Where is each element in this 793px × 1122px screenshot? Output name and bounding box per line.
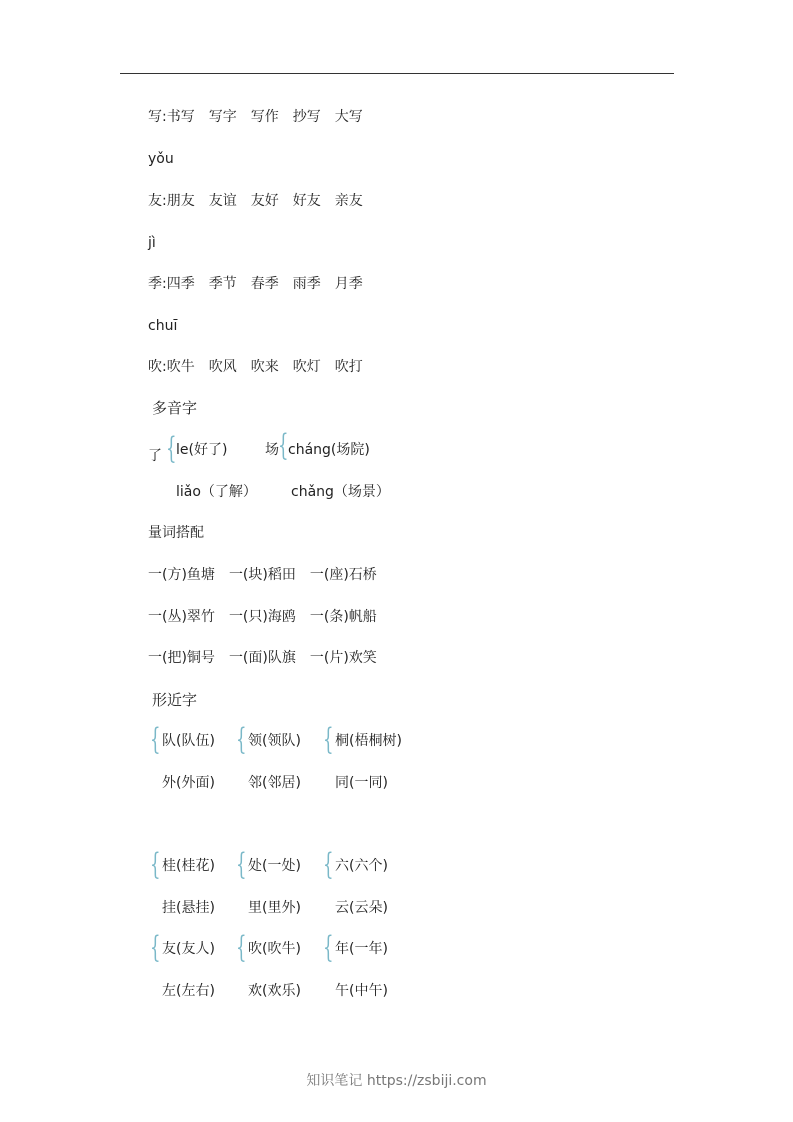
top-rule xyxy=(120,73,674,74)
vocab-line xyxy=(148,357,363,377)
word: 写:书写 xyxy=(148,109,195,125)
brace-icon: { xyxy=(278,428,289,463)
section-heading-similar: 形近字 xyxy=(152,691,198,709)
similar-char: 年(一年) xyxy=(335,941,388,957)
word: 季:四季 xyxy=(148,276,195,292)
polyphone-reading: cháng(场院) xyxy=(288,442,370,458)
brace-icon: { xyxy=(150,847,161,882)
word: 大写 xyxy=(334,109,363,125)
polyphone-reading: liǎo（了解） xyxy=(176,484,257,500)
polyphone-char: 场 xyxy=(265,442,279,458)
measure-row xyxy=(148,607,377,627)
measure-item: 一(块)稻田 xyxy=(228,567,296,583)
brace-icon: { xyxy=(150,722,161,757)
brace-icon: { xyxy=(236,930,247,965)
pinyin-line xyxy=(148,233,156,253)
word: 友好 xyxy=(250,193,279,209)
section-heading-polyphone: 多音字 xyxy=(152,399,198,417)
brace-icon: { xyxy=(236,847,247,882)
similar-char: 队(队伍) xyxy=(162,733,215,749)
measure-item: 一(条)帆船 xyxy=(309,609,377,625)
pinyin: chuī xyxy=(148,318,178,334)
section-heading-measure: 量词搭配 xyxy=(148,525,204,541)
measure-row xyxy=(148,648,377,668)
similar-char: 处(一处) xyxy=(248,858,301,874)
similar-char: 领(领队) xyxy=(248,733,301,749)
similar-char: 六(六个) xyxy=(335,858,388,874)
brace-icon: { xyxy=(323,930,334,965)
vocab-line xyxy=(148,274,363,294)
pinyin: jì xyxy=(148,235,156,251)
word: 吹风 xyxy=(208,359,237,375)
word: 写字 xyxy=(208,109,237,125)
word: 吹:吹牛 xyxy=(148,359,195,375)
word: 吹打 xyxy=(334,359,363,375)
vocab-line xyxy=(148,191,363,211)
word: 季节 xyxy=(208,276,237,292)
similar-char: 左(左右) xyxy=(162,983,215,999)
brace-icon: { xyxy=(166,431,177,466)
word: 好友 xyxy=(292,193,321,209)
brace-icon: { xyxy=(236,722,247,757)
brace-icon: { xyxy=(323,847,334,882)
similar-char: 桂(桂花) xyxy=(162,858,215,874)
similar-char: 友(友人) xyxy=(162,941,215,957)
measure-item: 一(丛)翠竹 xyxy=(148,609,215,625)
word: 亲友 xyxy=(334,193,363,209)
similar-char: 桐(梧桐树) xyxy=(335,733,402,749)
similar-char: 外(外面) xyxy=(162,775,215,791)
word: 友谊 xyxy=(208,193,237,209)
pinyin-line xyxy=(148,316,177,336)
polyphone-reading: chǎng（场景） xyxy=(291,484,390,500)
word: 吹灯 xyxy=(292,359,321,375)
similar-char: 里(里外) xyxy=(248,900,301,916)
word: 吹来 xyxy=(250,359,279,375)
polyphone-char: 了 xyxy=(148,448,162,464)
brace-icon: { xyxy=(150,930,161,965)
word: 写作 xyxy=(250,109,279,125)
measure-item: 一(只)海鸥 xyxy=(228,609,296,625)
pinyin: yǒu xyxy=(148,151,174,167)
vocab-line xyxy=(148,107,363,127)
pinyin-line xyxy=(148,149,174,169)
measure-item: 一(面)队旗 xyxy=(228,650,296,666)
measure-item: 一(方)鱼塘 xyxy=(148,567,215,583)
footer-watermark: 知识笔记 https://zsbiji.com xyxy=(306,1073,487,1089)
brace-icon: { xyxy=(323,722,334,757)
similar-char: 午(中午) xyxy=(335,983,388,999)
word: 春季 xyxy=(250,276,279,292)
similar-char: 吹(吹牛) xyxy=(248,941,301,957)
similar-char: 欢(欢乐) xyxy=(248,983,301,999)
similar-char: 同(一同) xyxy=(335,775,388,791)
word: 雨季 xyxy=(292,276,321,292)
polyphone-reading: le(好了) xyxy=(176,442,228,458)
measure-item: 一(把)铜号 xyxy=(148,650,215,666)
measure-row xyxy=(148,565,377,585)
measure-item: 一(片)欢笑 xyxy=(309,650,377,666)
similar-char: 邻(邻居) xyxy=(248,775,301,791)
measure-item: 一(座)石桥 xyxy=(309,567,377,583)
similar-char: 云(云朵) xyxy=(335,900,388,916)
word: 月季 xyxy=(334,276,363,292)
word: 抄写 xyxy=(292,109,321,125)
word: 友:朋友 xyxy=(148,193,195,209)
similar-char: 挂(悬挂) xyxy=(162,900,215,916)
